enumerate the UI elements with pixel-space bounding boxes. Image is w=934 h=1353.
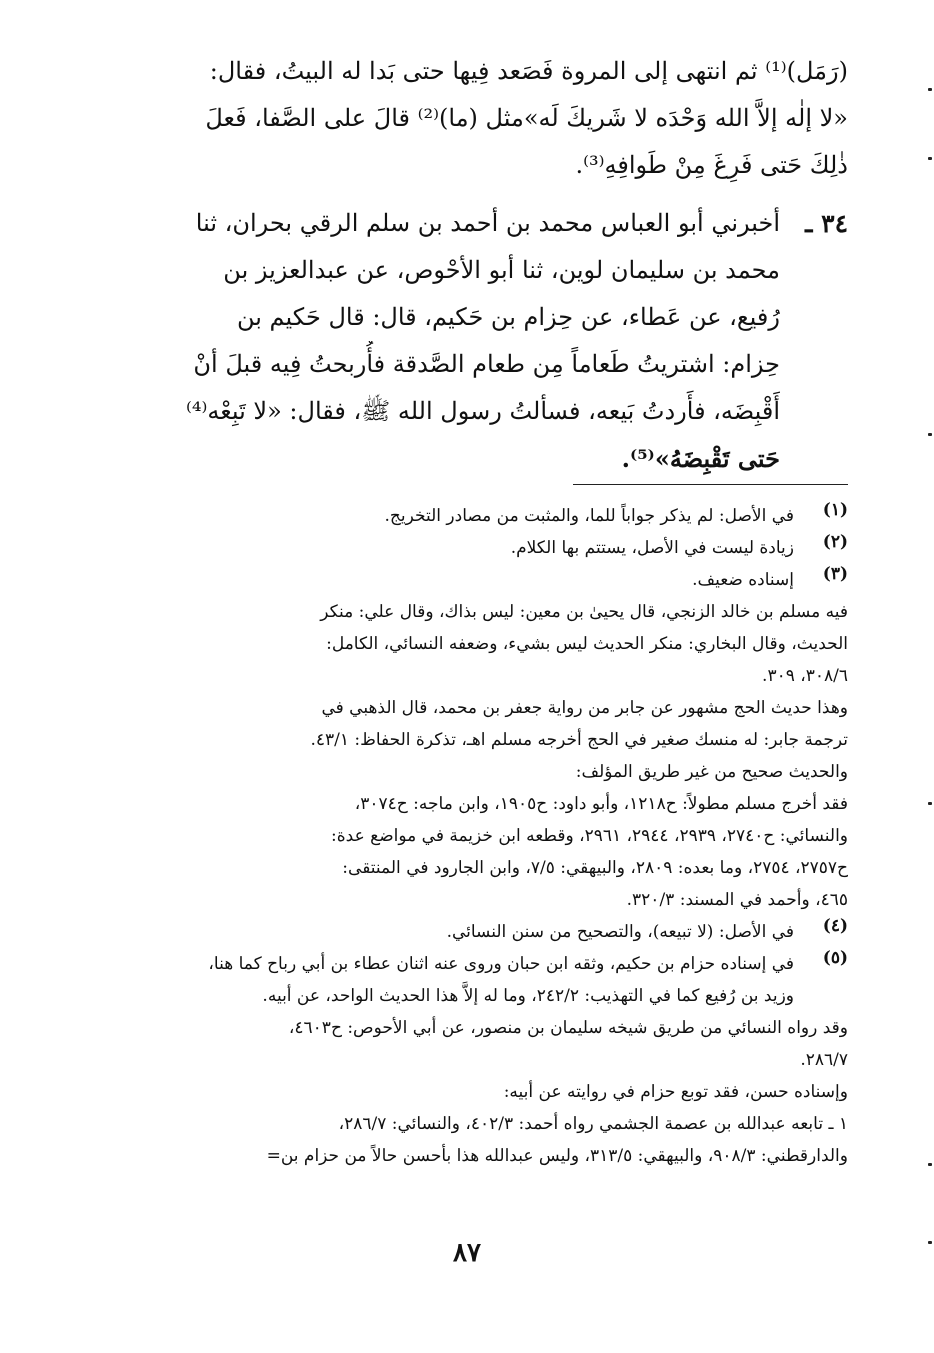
footnote-line: وإسناده حسن، فقد توبع حزام في روايته عن أبيه:	[503, 1082, 848, 1102]
text-line: رُفيع، عن عَطاء، عن حِزام بن حَكيم، قال: قال حَكيم بن	[236, 303, 780, 331]
footnote-divider	[573, 484, 848, 485]
margin-mark	[928, 1163, 932, 1166]
hadith-body	[86, 200, 848, 482]
text-line: (رَمَل)⁽¹⁾ ثم انتهى إلى المروة فَصَعد فِيها حتى بَدا له البيتُ، فقال:	[209, 57, 848, 85]
footnote-line: وقد رواه النسائي من طريق شيخه سليمان بن منصور، عن أبي الأحوص: ح٤٦٠٣،	[288, 1018, 848, 1038]
footnote-3	[86, 564, 848, 596]
footnote-5	[86, 948, 848, 1012]
footnote-line: الحديث، وقال البخاري: منكر الحديث ليس بشيء، وضعفه النسائي، الكامل:	[326, 634, 848, 654]
footnote-line: في الأصل: (لا تبيعه)، والتصحيح من سنن النسائي.	[446, 922, 794, 942]
hadith-number: ٣٤ ـ	[805, 209, 848, 238]
footnote-line: في إسناده حزام بن حكيم، وثقه ابن حبان وروى عنه اثنان عطاء بن أبي رباح كما هنا،	[208, 954, 794, 974]
text-line: أخبرني أبو العباس محمد بن أحمد بن سلم الرقي بحران، ثنا	[195, 209, 780, 237]
footnote-2	[86, 532, 848, 564]
footnote-line: إسناده ضعيف.	[692, 570, 794, 590]
margin-mark	[928, 88, 932, 91]
footnote-4	[86, 916, 848, 948]
footnote-line: والحديث صحيح من غير طريق المؤلف:	[575, 762, 848, 782]
margin-mark	[928, 433, 932, 436]
footnote-line: فيه مسلم بن خالد الزنجي، قال يحيىٰ بن معين: ليس بذاك، وقال علي: منكر	[320, 602, 848, 622]
footnote-line: فقد أخرج مسلم مطولاً: ح١٢١٨، وأبو داود: ح١٩٠٥، وابن ماجه: ح٣٠٧٤،	[354, 794, 848, 814]
text-line: أَقْبِضَه، فأَردتُ بَيعه، فسألتُ رسول الله ﷺ، فقال: «لا تَبِعْه⁽⁴⁾	[186, 397, 780, 425]
text-line: حَتى تَقْبِضَهُ»⁽⁵⁾.	[621, 444, 780, 473]
footnote-number: (٣)	[822, 564, 848, 584]
margin-mark	[928, 802, 932, 805]
margin-mark	[928, 157, 932, 160]
main-paragraph-1	[86, 48, 848, 189]
footnote-line: ١ ـ تابعه عبدالله بن عصمة الجشمي رواه أحمد: ٤٠٢/٣، والنسائي: ٢٨٦/٧،	[338, 1114, 848, 1134]
footnote-line: ٢٨٦/٧.	[800, 1050, 848, 1070]
footnote-3-detail	[86, 596, 848, 916]
footnote-number: (٢)	[822, 532, 848, 552]
footnote-number: (٤)	[822, 916, 848, 936]
footnote-5-detail	[86, 1012, 848, 1172]
footnote-line: في الأصل: لم يذكر جواباً للما، والمثبت من مصادر التخريج.	[384, 506, 794, 526]
footnote-line: ترجمة جابر: له منسك صغير في الحج أخرجه مسلم اهـ، تذكرة الحفاظ: ٤٣/١.	[310, 730, 848, 750]
footnote-number: (٥)	[822, 948, 848, 968]
footnote-1	[86, 500, 848, 532]
text-line: «لا إلٰه إلاَّ الله وَحْدَه لا شَريكَ لَه»مثل (ما)⁽²⁾ قالَ على الصَّفا، فَعلَ	[205, 104, 848, 132]
footnotes	[86, 500, 848, 1172]
footnote-number: (١)	[822, 500, 848, 520]
text-line: حِزام: اشتريتُ طَعاماً مِن طعام الصَّدقة فأُربحتُ فِيه قبلَ أنْ	[193, 350, 780, 378]
footnote-line: ٤٦٥، وأحمد في المسند: ٣٢٠/٣.	[626, 890, 848, 910]
footnote-line: وهذا حديث الحج مشهور عن جابر من رواية جعفر بن محمد، قال الذهبي في	[321, 698, 848, 718]
footnote-line: ٣٠٨/٦، ٣٠٩.	[762, 666, 848, 686]
text-line: محمد بن سليمان لوين، ثنا أبو الأحْوص، عن عبدالعزيز بن	[223, 256, 780, 284]
footnote-line: وزيد بن رُفيع كما في التهذيب: ٢٤٢/٢، وما له إلاَّ هذا الحديث الواحد، عن أبيه.	[262, 986, 794, 1006]
page-number: ٨٧	[453, 1238, 481, 1268]
main-paragraph-2	[86, 200, 848, 482]
footnote-line: والنسائي: ح٢٧٤٠، ٢٩٣٩، ٢٩٤٤، ٢٩٦١، وقطعه ابن خزيمة في مواضع عدة:	[331, 826, 848, 846]
footnote-line: والدارقطني: ٩٠٨/٣، والبيهقي: ٣١٣/٥، وليس عبدالله هذا بأحسن حالاً من حزام بن=	[266, 1146, 848, 1166]
footnote-line: زيادة ليست في الأصل، يستتم بها الكلام.	[510, 538, 794, 558]
text-line: ذٰلِكَ حَتى فَرِغَ مِنْ طَوافِهِ⁽³⁾.	[575, 151, 848, 179]
footnote-line: ح٢٧٥٧، ٢٧٥٤، وما بعده: ٢٨٠٩، والبيهقي: ٧/٥، وابن الجارود في المنتقى:	[342, 858, 848, 878]
